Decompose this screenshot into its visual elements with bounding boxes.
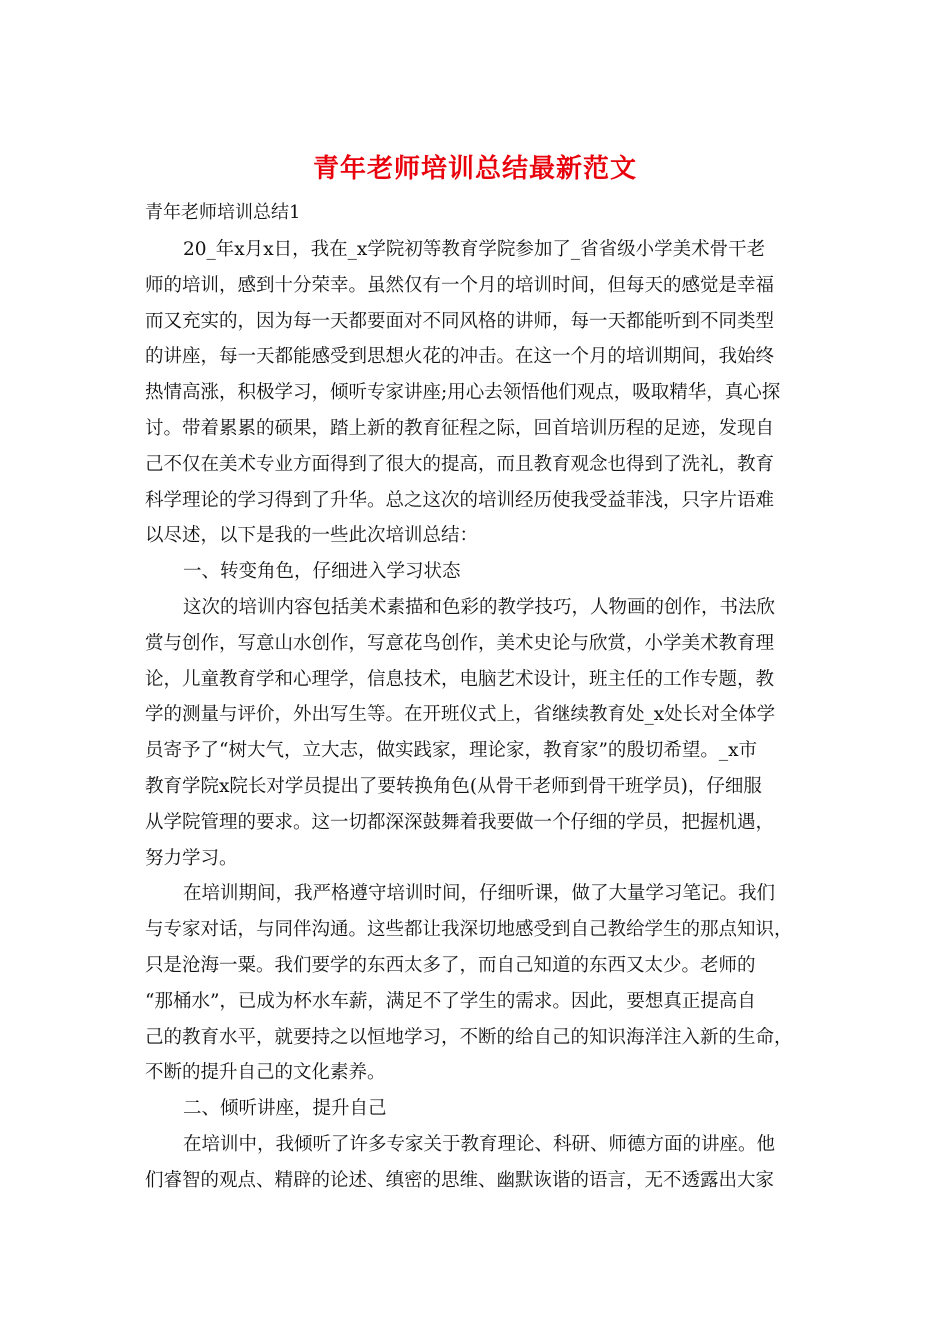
- document-title: 青年老师培训总结最新范文: [312, 154, 637, 184]
- text-line: 员寄予了“树大气，立大志，做实践家，理论家，教育家”的殷切希望。_x市: [145, 740, 758, 762]
- text-line: 的讲座，每一天都能感受到思想火花的冲击。在这一个月的培训期间，我始终: [145, 346, 775, 368]
- text-line: 学的测量与评价，外出写生等。在开班仪式上，省继续教育处_x处长对全体学: [145, 704, 776, 726]
- document-body: [145, 232, 815, 1199]
- text-line: 20_年x月x日，我在_x学院初等教育学院参加了_省省级小学美术骨干老: [183, 239, 766, 260]
- text-line: 们睿智的观点、精辟的论述、缜密的思维、幽默诙谐的语言，无不透露出大家: [145, 1169, 775, 1191]
- text-line: 己的教育水平，就要持之以恒地学习，不断的给自己的知识海洋注入新的生命，: [145, 1026, 793, 1048]
- text-line: 只是沧海一粟。我们要学的东西太多了，而自己知道的东西又太少。老师的: [145, 954, 756, 976]
- text-line: 讨。带着累累的硕果，踏上新的教育征程之际，回首培训历程的足迹，发现自: [145, 417, 775, 439]
- text-line: 不断的提升自己的文化素养。: [145, 1062, 386, 1084]
- text-line: 二、倾听讲座，提升自己: [183, 1098, 387, 1120]
- text-line: 师的培训，感到十分荣幸。虽然仅有一个月的培训时间，但每天的感觉是幸福: [145, 274, 775, 296]
- text-line: “那桶水”，已成为杯水车薪，满足不了学生的需求。因此，要想真正提高自: [145, 990, 756, 1012]
- text-line: 科学理论的学习得到了升华。总之这次的培训经历使我受益菲浅，只字片语难: [145, 489, 775, 511]
- text-line: 与专家对话，与同伴沟通。这些都让我深切地感受到自己教给学生的那点知识，: [145, 919, 793, 941]
- text-line: 从学院管理的要求。这一切都深深鼓舞着我要做一个仔细的学员，把握机遇，: [145, 811, 775, 833]
- text-line: 而又充实的，因为每一天都要面对不同风格的讲师，每一天都能听到不同类型: [145, 310, 775, 332]
- text-line: 己不仅在美术专业方面得到了很大的提高，而且教育观念也得到了洗礼，教育: [145, 453, 775, 475]
- text-line: 一、转变角色，仔细进入学习状态: [183, 561, 461, 583]
- text-line: 努力学习。: [145, 847, 238, 869]
- document-subtitle: 青年老师培训总结1: [145, 202, 301, 223]
- text-line: 这次的培训内容包括美术素描和色彩的教学技巧，人物画的创作，书法欣: [183, 596, 776, 618]
- text-line: 热情高涨，积极学习，倾听专家讲座;用心去领悟他们观点，吸取精华，真心探: [145, 382, 781, 404]
- text-line: 赏与创作，写意山水创作，写意花鸟创作，美术史论与欣赏，小学美术教育理: [145, 632, 775, 654]
- text-line: 论，儿童教育学和心理学，信息技术，电脑艺术设计，班主任的工作专题，教: [145, 668, 775, 690]
- text-line: 在培训中，我倾听了许多专家关于教育理论、科研、师德方面的讲座。他: [183, 1133, 776, 1155]
- text-line: 教育学院x院长对学员提出了要转换角色(从骨干老师到骨干班学员)，仔细服: [145, 775, 762, 797]
- text-line: 以尽述，以下是我的一些此次培训总结：: [145, 525, 479, 547]
- text-line: 在培训期间，我严格遵守培训时间，仔细听课，做了大量学习笔记。我们: [183, 883, 776, 905]
